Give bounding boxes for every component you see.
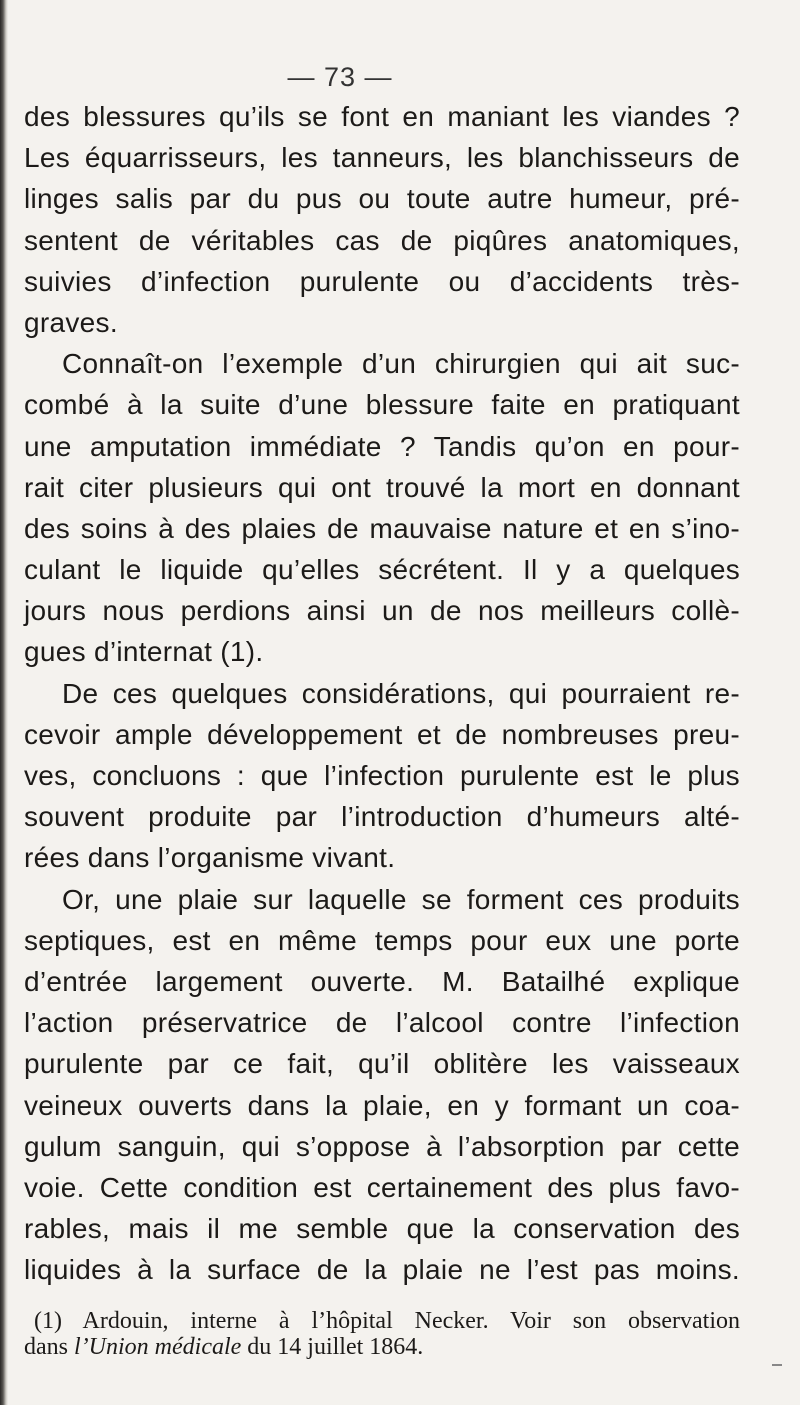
footnote [24,1308,740,1360]
text-line: jours nous perdions ainsi un de nos meilleurs collè- [24,595,740,627]
text-line: rables, mais il me semble que la conservation des [24,1213,740,1245]
print-mark [772,1364,782,1366]
page-number: — 73 — [287,62,393,92]
page-binding-edge [0,0,8,1405]
text-line: suivies d’infection purulente ou d’accidents très- [24,265,740,297]
text-line: linges salis par du pus ou toute autre humeur, pré- [24,183,740,215]
body-text [24,96,740,1290]
text-line: veineux ouverts dans la plaie, en y formant un coa- [24,1089,740,1121]
footnote-line: (1) Ardouin, interne à l’hôpital Necker. Voir son observation [34,1308,740,1334]
text-line: Or, une plaie sur laquelle se forment ces produits [62,883,740,915]
text-line: rait citer plusieurs qui ont trouvé la mort en donnant [24,471,740,503]
text-line: combé à la suite d’une blessure faite en pratiquant [24,389,740,421]
text-line: Les équarrisseurs, les tanneurs, les blanchisseurs de [24,142,740,174]
text-line: une amputation immédiate ? Tandis qu’on en pour- [24,430,740,462]
text-line: graves. [24,306,118,338]
text-line: liquides à la surface de la plaie ne l’est pas moins. [24,1254,740,1286]
text-line: souvent produite par l’introduction d’humeurs alté- [24,801,740,833]
text-line: d’entrée largement ouverte. M. Batailhé explique [24,965,740,997]
footnote-line [24,1334,740,1360]
text-line: sentent de véritables cas de piqûres anatomiques, [24,224,740,256]
footnote-text: dans [24,1334,74,1360]
text-line: rées dans l’organisme vivant. [24,842,396,874]
text-line: purulente par ce fait, qu’il oblitère les vaisseaux [24,1048,740,1080]
text-line: ves, concluons : que l’infection purulente est le plus [24,760,740,791]
text-line: des soins à des plaies de mauvaise nature et en s’ino- [24,512,740,544]
text-line: voie. Cette condition est certainement des plus favo- [24,1171,740,1203]
text-line: gues d’internat (1). [24,636,264,668]
text-line: De ces quelques considérations, qui pourraient re- [62,677,740,709]
journal-title: l’Union médicale [74,1334,242,1360]
text-line: cevoir ample développement et de nombreuses preu- [24,718,740,750]
text-line: l’action préservatrice de l’alcool contre l’infection [24,1007,740,1039]
footnote-text: du 14 juillet 1864. [241,1334,424,1360]
text-line: des blessures qu’ils se font en maniant les viandes ? [24,101,740,132]
text-line: gulum sanguin, qui s’oppose à l’absorption par cette [24,1130,740,1162]
text-line: septiques, est en même temps pour eux une porte [24,924,740,956]
text-line: culant le liquide qu’elles sécrétent. Il y a quelques [24,554,740,586]
text-line: Connaît-on l’exemple d’un chirurgien qui ait suc- [62,348,740,380]
